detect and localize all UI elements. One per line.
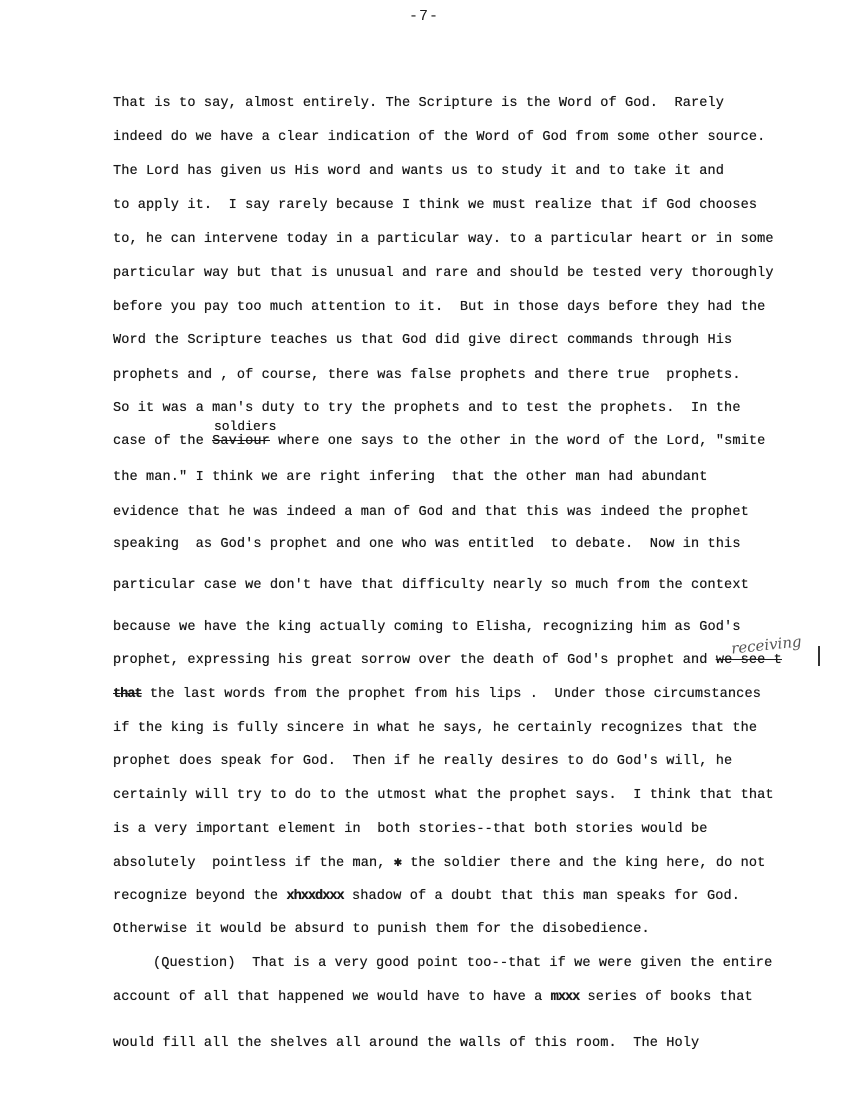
text-line: absolutely pointless if the man, ✱ the soldier there and the king here, do not [113,856,766,871]
text-line: prophets and , of course, there was false prophets and there true prophets. [113,368,741,383]
text-line: to, he can intervene today in a particular way. to a particular heart or in some [113,232,774,247]
text-line-with-strike [113,653,782,669]
text-line-with-strike [113,434,765,450]
struck-word: we see t [715,653,782,668]
line-segment: account of all that happened we would have to have a [113,990,551,1005]
xed-out-word: xhxxdxxx [286,889,344,904]
text-line: The Lord has given us His word and wants us to study it and to take it and [113,164,725,179]
text-line: to apply it. I say rarely because I think we must realize that if God chooses [113,198,758,213]
text-line: would fill all the shelves all around the walls of this room. The Holy [113,1036,700,1051]
line-segment: That is a very good point too--that if we were given the entire [235,956,773,971]
line-segment: shadow of a doubt that this man speaks for God. [343,889,741,904]
text-line: particular way but that is unusual and rare and should be tested very thoroughly [113,266,774,281]
text-line: because we have the king actually coming to Elisha, recognizing him as God's [113,620,741,635]
struck-word: that [113,687,142,702]
question-label: (Question) [153,956,236,971]
line-segment: recognize beyond the [113,889,287,904]
inserted-word: soldiers [214,419,277,434]
line-segment: prophet, expressing his great sorrow over the death of God's prophet and [113,653,716,668]
text-line: if the king is fully sincere in what he says, he certainly recognizes that the [113,721,758,736]
text-line: prophet does speak for God. Then if he really desires to do God's will, he [113,754,733,769]
text-line: speaking as God's prophet and one who was entitled to debate. Now in this [113,537,741,552]
text-line: Word the Scripture teaches us that God did give direct commands through His [113,333,733,348]
line-segment: where one says to the other in the word of the Lord, "smite [269,434,766,449]
xed-out-word: mxxx [550,990,580,1005]
line-segment: series of books that [579,990,753,1005]
text-line: is a very important element in both stories--that both stories would be [113,822,708,837]
text-line: So it was a man's duty to try the prophets and to test the prophets. In the [113,401,741,416]
text-line: certainly will try to do to the utmost what the prophet says. I think that that [113,788,774,803]
text-line: particular case we don't have that difficulty nearly so much from the context [113,578,749,593]
handwritten-insertion: receiving [730,632,803,658]
text-line: the man." I think we are right infering that the other man had abundant [113,470,708,485]
text-line: evidence that he was indeed a man of God and that this was indeed the prophet [113,505,749,520]
line-segment: the last words from the prophet from his lips . Under those circumstances [141,687,761,702]
text-line-with-xout [113,990,753,1006]
text-line-question [153,956,772,972]
text-line: before you pay too much attention to it. But in those days before they had the [113,300,766,315]
page-number: -7- [408,8,439,25]
text-line: indeed do we have a clear indication of the Word of God from some other source. [113,130,766,145]
line-segment: case of the [113,434,213,449]
text-line: Otherwise it would be absurd to punish them for the disobedience. [113,922,650,937]
text-line-with-xout [113,889,740,905]
margin-mark [818,646,820,666]
text-line-with-strike [113,687,761,703]
struck-word: Saviour [212,434,270,449]
text-line: That is to say, almost entirely. The Scripture is the Word of God. Rarely [113,96,725,111]
